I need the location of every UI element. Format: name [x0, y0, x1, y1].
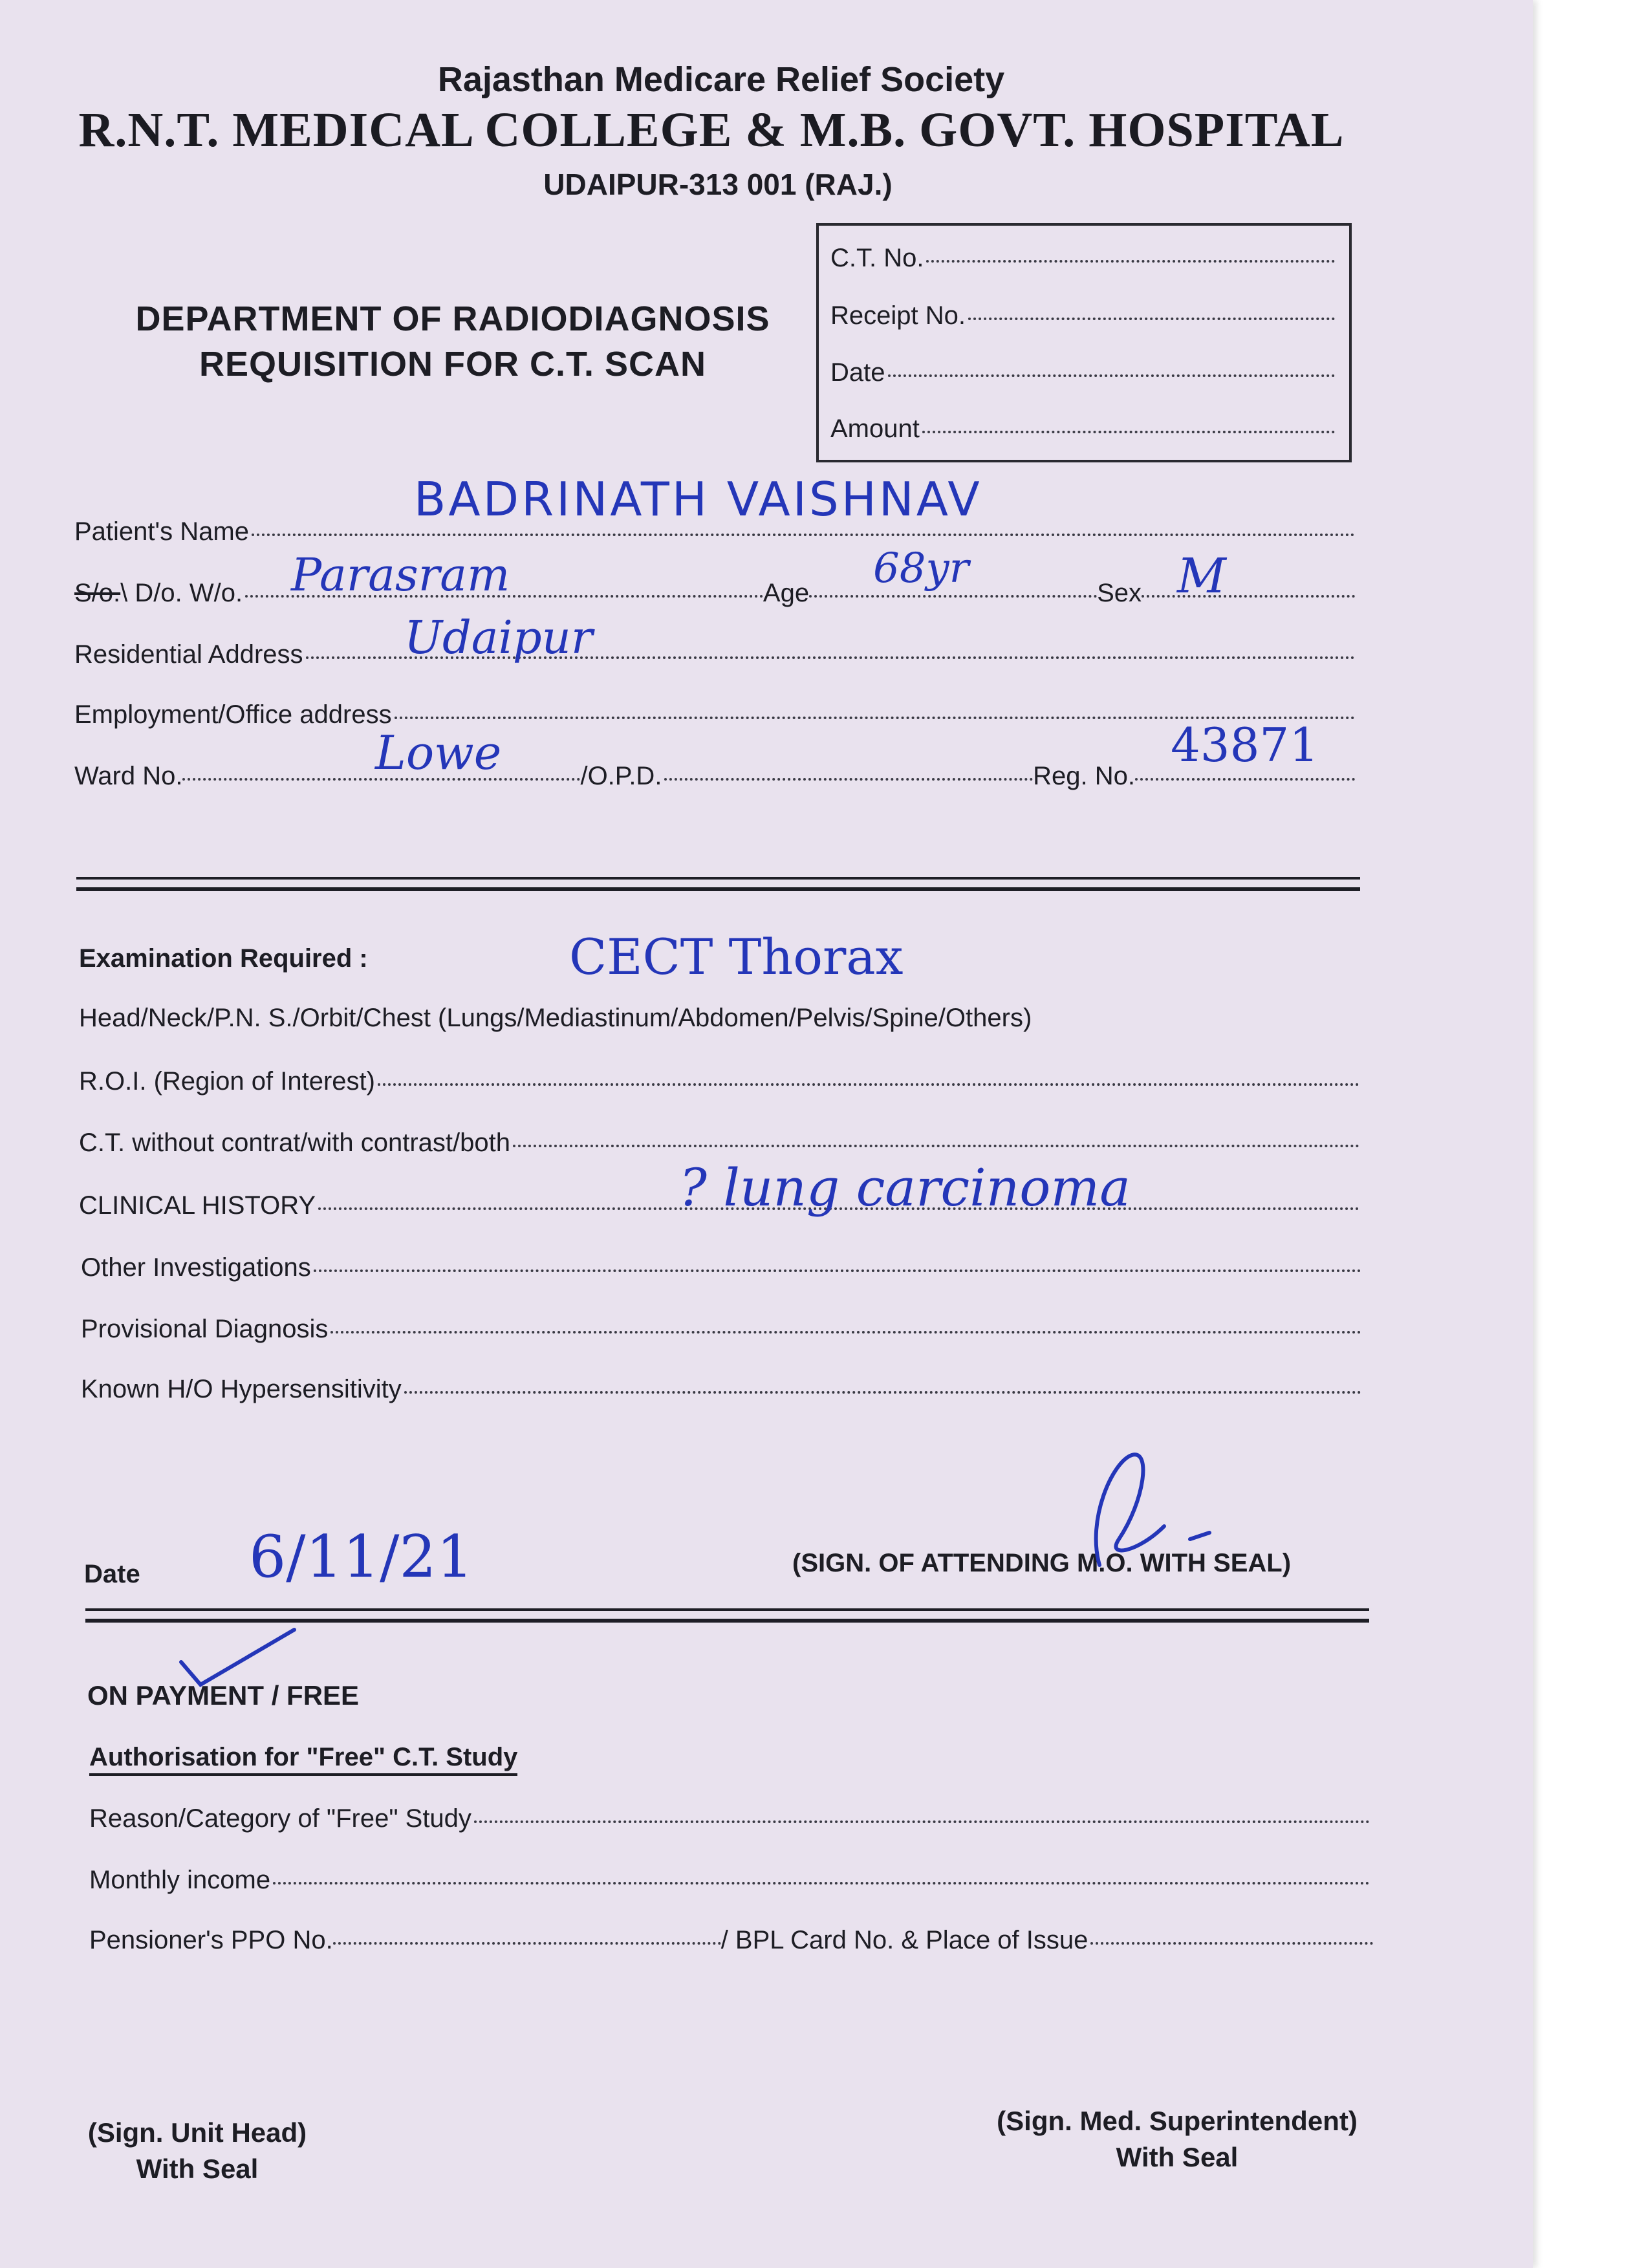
receipt-no-dots: [968, 318, 1335, 320]
requisition-title: REQUISITION FOR C.T. SCAN: [199, 345, 707, 383]
relation-label: \ D/o. W/o.: [120, 579, 243, 607]
college-name: R.N.T. MEDICAL COLLEGE & M.B. GOVT. HOSPITAL: [78, 103, 1345, 157]
sex-label: Sex: [1097, 579, 1142, 607]
employment-label: Employment/Office address: [74, 700, 392, 729]
divider-top-1: [76, 877, 1360, 880]
society-name: Rajasthan Medicare Relief Society: [437, 60, 1005, 99]
amount-field[interactable]: [830, 415, 1335, 444]
box-date-dots: [888, 374, 1336, 377]
superintendent-line1: (Sign. Med. Superintendent): [997, 2106, 1358, 2136]
office-use-box: [816, 223, 1352, 462]
exam-body-parts: Head/Neck/P.N. S./Orbit/Chest (Lungs/Mediastinum/Abdomen/Pelvis/Spine/Others): [79, 1004, 1032, 1032]
ward-label: Ward No.: [74, 762, 183, 790]
box-date-field[interactable]: [830, 358, 1335, 387]
ppo-dots[interactable]: [333, 1942, 721, 1945]
ppo-label: Pensioner's PPO No.: [89, 1926, 333, 1954]
divider-mid-2: [85, 1619, 1369, 1623]
roi-dots: [378, 1083, 1359, 1086]
ct-no-label: C.T. No.: [830, 244, 924, 272]
bpl-dots[interactable]: [1090, 1942, 1373, 1945]
bpl-label: / BPL Card No. & Place of Issue: [720, 1926, 1088, 1954]
exam-handwritten: CECT Thorax: [569, 928, 904, 986]
exam-title: Examination Required :: [79, 944, 368, 973]
address-field[interactable]: [74, 640, 1355, 669]
monthly-income-dots: [273, 1882, 1370, 1885]
unit-head-line1: (Sign. Unit Head): [87, 2117, 307, 2148]
age-dots: [809, 595, 1097, 598]
age-label: Age: [763, 579, 810, 607]
provisional-diagnosis-label: Provisional Diagnosis: [81, 1315, 329, 1343]
opd-dots: [664, 778, 1033, 781]
other-investigations-dots: [314, 1269, 1361, 1272]
free-reason-dots: [474, 1820, 1370, 1823]
history-handwritten: ? lung carcinoma: [679, 1158, 1131, 1218]
payment-title: ON PAYMENT / FREE: [87, 1680, 360, 1711]
reg-label: Reg. No.: [1033, 762, 1135, 790]
free-reason-field[interactable]: [89, 1804, 1370, 1833]
receipt-no-field[interactable]: [830, 301, 1335, 330]
contrast-label: C.T. without contrat/with contrast/both: [79, 1129, 510, 1157]
ward-opd-reg-row: [74, 762, 1355, 791]
divider-top-2: [76, 887, 1360, 891]
ct-no-field[interactable]: [830, 244, 1335, 273]
college-address: UDAIPUR-313 001 (RAJ.): [543, 167, 893, 201]
signoff-date-label: Date: [84, 1560, 140, 1588]
superintendent-line2: With Seal: [1116, 2142, 1239, 2172]
free-reason-label: Reason/Category of "Free" Study: [89, 1804, 471, 1833]
hypersensitivity-field[interactable]: [81, 1375, 1361, 1404]
superintendent-signature: [977, 2103, 1378, 2176]
box-date-label: Date: [830, 358, 885, 387]
monthly-income-field[interactable]: [89, 1866, 1370, 1895]
history-label: CLINICAL HISTORY: [79, 1191, 316, 1220]
relation-handwritten: Parasram: [291, 548, 510, 601]
contrast-field[interactable]: [79, 1129, 1359, 1158]
employment-field[interactable]: [74, 700, 1355, 729]
mo-signature-mark: [1061, 1442, 1268, 1584]
mo-signature-label: (SIGN. OF ATTENDING M.O. WITH SEAL): [792, 1549, 1292, 1577]
provisional-diagnosis-dots: [330, 1331, 1361, 1334]
ward-handwritten: Lowe: [375, 726, 502, 780]
address-handwritten: Udaipur: [404, 611, 593, 664]
opd-label: /O.P.D.: [580, 762, 662, 790]
relation-age-sex-row: [74, 579, 1355, 608]
sex-handwritten: M: [1177, 548, 1226, 604]
amount-label: Amount: [830, 415, 920, 443]
free-authorisation-title: Authorisation for "Free" C.T. Study: [89, 1743, 517, 1776]
patient-name-handwritten: BADRINATH VAISHNAV: [414, 472, 982, 526]
hypersensitivity-dots: [404, 1391, 1361, 1394]
payment-tick-mark: [175, 1623, 304, 1694]
roi-field[interactable]: [79, 1067, 1359, 1096]
sex-dots: [1142, 595, 1355, 598]
other-investigations-field[interactable]: [81, 1253, 1361, 1282]
address-label: Residential Address: [74, 640, 303, 669]
signoff-date-handwritten: 6/11/21: [249, 1523, 473, 1591]
receipt-no-label: Receipt No.: [830, 301, 966, 330]
other-investigations-label: Other Investigations: [81, 1253, 311, 1282]
reg-dots: [1135, 778, 1355, 781]
ct-no-dots: [926, 260, 1335, 263]
patient-name-label: Patient's Name: [74, 517, 249, 546]
hypersensitivity-label: Known H/O Hypersensitivity: [81, 1375, 402, 1403]
unit-head-line2: With Seal: [136, 2154, 259, 2184]
amount-dots: [922, 431, 1335, 433]
reg-handwritten: 43871: [1171, 718, 1319, 772]
age-handwritten: 68yr: [873, 545, 969, 592]
contrast-dots: [513, 1145, 1359, 1147]
provisional-diagnosis-field[interactable]: [81, 1315, 1361, 1344]
divider-mid-1: [85, 1608, 1369, 1611]
roi-label: R.O.I. (Region of Interest): [79, 1067, 375, 1096]
patient-name-dots: [252, 534, 1355, 536]
relation-label-struck: S/o.: [74, 579, 121, 607]
ppo-bpl-row: [89, 1926, 1373, 1955]
unit-head-signature: [78, 2115, 317, 2187]
monthly-income-label: Monthly income: [89, 1866, 271, 1894]
department-title: DEPARTMENT OF RADIODIAGNOSIS: [135, 299, 770, 338]
